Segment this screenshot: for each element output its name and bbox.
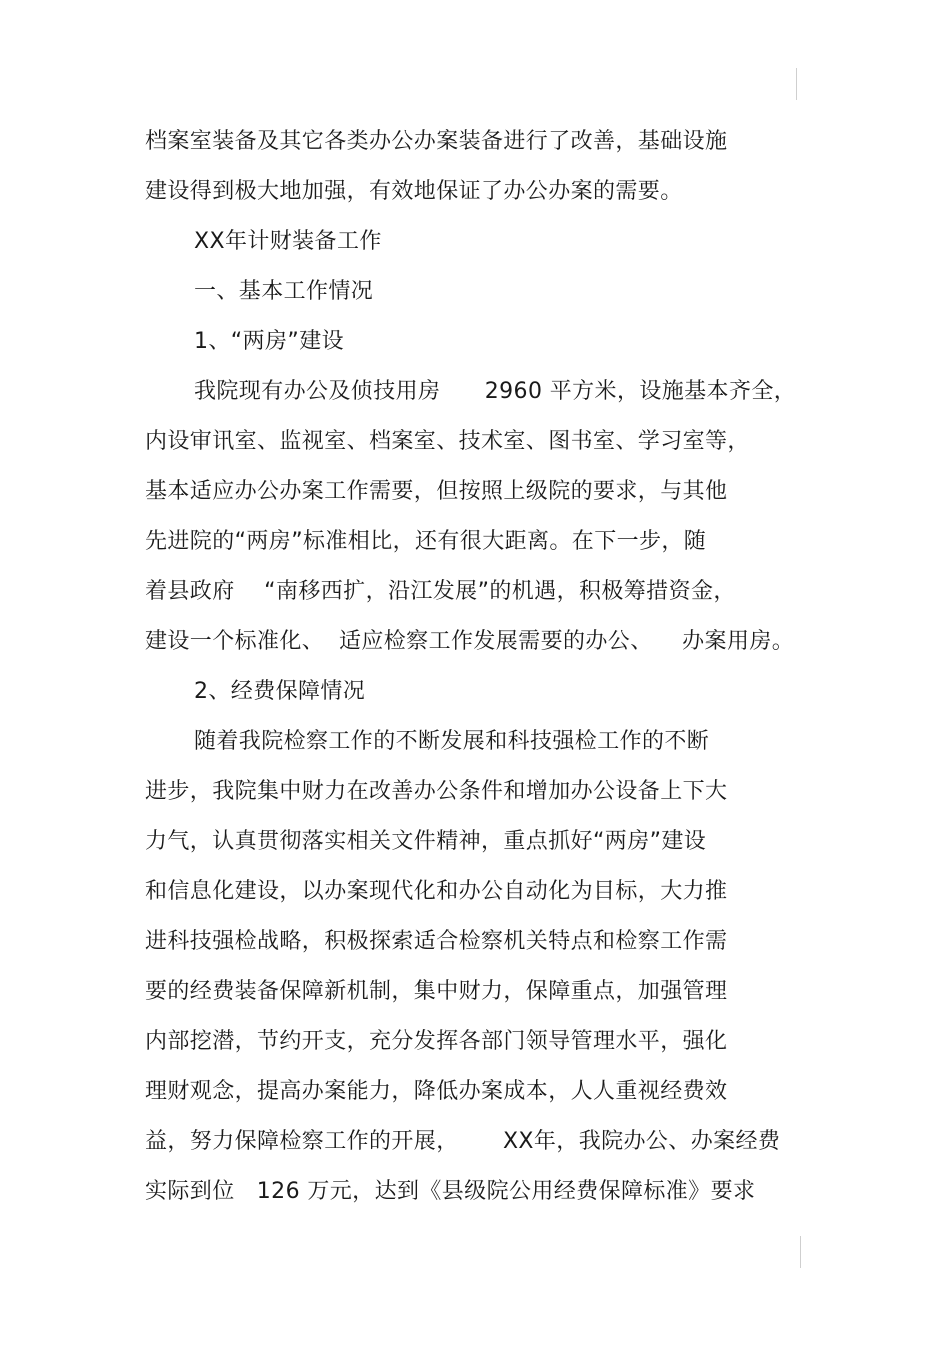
text-line-11: 建设一个标准化、 适应检察工作发展需要的办公、 办案用房。 <box>145 629 795 654</box>
text-line-22: 实际到位 126 万元，达到《县级院公用经费保障标准》要求 <box>145 1179 756 1204</box>
text-line-15: 力气，认真贯彻落实相关文件精神，重点抓好“两房”建设 <box>145 829 707 854</box>
text-line-13: 随着我院检察工作的不断发展和科技强检工作的不断 <box>194 729 710 754</box>
text-line-9: 先进院的“两房”标准相比，还有很大距离。在下一步，随 <box>145 529 707 554</box>
text-line-6: 我院现有办公及侦技用房 2960 平方米，设施基本齐全， <box>194 379 797 404</box>
text-line-20: 理财观念，提高办案能力，降低办案成本，人人重视经费效 <box>145 1079 728 1104</box>
heading-basic-situation: 一、基本工作情况 <box>194 279 374 304</box>
text-line-2: 建设得到极大地加强，有效地保证了办公办案的需要。 <box>145 179 683 204</box>
page-edge-mark-top <box>796 68 797 100</box>
text-line-7: 内设审讯室、监视室、档案室、技术室、图书室、学习室等， <box>145 429 750 454</box>
section-title: XX年计财装备工作 <box>194 229 382 254</box>
page-edge-mark-bottom <box>800 1236 801 1268</box>
text-line-16: 和信息化建设，以办案现代化和办公自动化为目标，大力推 <box>145 879 728 904</box>
text-line-8: 基本适应办公办案工作需要，但按照上级院的要求，与其他 <box>145 479 728 504</box>
text-line-14: 进步，我院集中财力在改善办公条件和增加办公设备上下大 <box>145 779 728 804</box>
heading-two-buildings: 1、“两房”建设 <box>194 329 344 354</box>
text-line-17: 进科技强检战略，积极探索适合检察机关特点和检察工作需 <box>145 929 728 954</box>
text-line-10: 着县政府 “南移西扩，沿江发展”的机遇，积极筹措资金， <box>145 579 736 604</box>
text-line-21: 益，努力保障检察工作的开展， XX年，我院办公、办案经费 <box>145 1129 781 1154</box>
text-line-19: 内部挖潜，节约开支，充分发挥各部门领导管理水平，强化 <box>145 1029 728 1054</box>
heading-funding: 2、经费保障情况 <box>194 679 366 704</box>
text-line-1: 档案室装备及其它各类办公办案装备进行了改善，基础设施 <box>145 129 728 154</box>
text-line-18: 要的经费装备保障新机制，集中财力，保障重点，加强管理 <box>145 979 728 1004</box>
